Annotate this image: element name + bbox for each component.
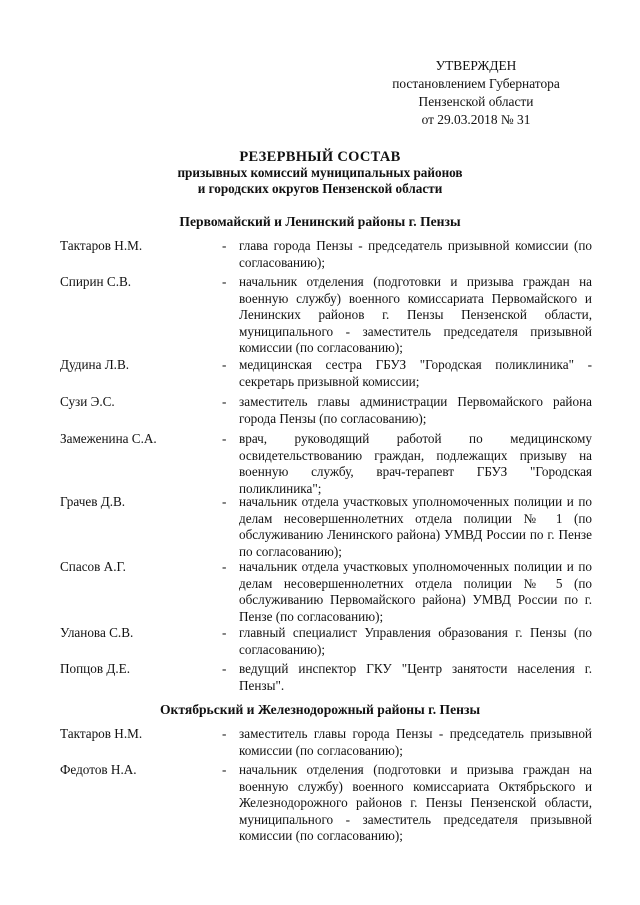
member-row (60, 357, 592, 390)
title-subtitle-1: призывных комиссий муниципальных районов (177, 165, 463, 180)
member-role: начальник отделения (подготовки и призыва граждан на военную службу) военного комиссариата Первомайского и Ленинских районов г. Пензы Пензенской области, муниципального - заместитель председателя призывной комиссии (по согласованию); (239, 274, 592, 356)
member-role: начальник отделения (подготовки и призыва граждан на военную службу) военного комиссариата Октябрьского и Железнодорожного районов г. Пензы Пензенской области, муниципального - заместитель председателя призывной комиссии (по согласованию); (239, 762, 592, 844)
approval-stamp (360, 57, 592, 129)
title-main: РЕЗЕРВНЫЙ СОСТАВ (239, 149, 401, 165)
member-role: начальник отдела участковых уполномоченных полиции и по делам несовершеннолетних отдела полиции № 5 (по обслуживанию Первомайского района) УМВД России по г. Пензе (по согласованию); (239, 559, 592, 624)
approval-line-1: УТВЕРЖДЕН (435, 58, 517, 73)
member-name: Спасов А.Г. (60, 559, 126, 574)
member-dash: - (222, 274, 227, 289)
member-dash: - (222, 762, 227, 777)
member-name: Сузи Э.С. (60, 394, 115, 409)
member-name: Федотов Н.А. (60, 762, 137, 777)
member-row (60, 431, 592, 497)
approval-line-2: постановлением Губернатора (392, 76, 560, 91)
member-row (60, 394, 592, 427)
member-name: Грачев Д.В. (60, 494, 126, 509)
member-row (60, 726, 592, 759)
member-dash: - (222, 559, 227, 574)
member-dash: - (222, 726, 227, 741)
member-role: заместитель главы города Пензы - председатель призывной комиссии (по согласованию); (239, 726, 592, 758)
member-name: Тактаров Н.М. (60, 238, 143, 253)
document-title (0, 149, 640, 197)
member-role: врач, руководящий работой по медицинскому освидетельствованию граждан, подлежащих призыву на военную службу, врач-терапевт ГБУЗ "Городская поликлиника"; (239, 431, 592, 496)
member-name: Попцов Д.Е. (60, 661, 130, 676)
member-row (60, 625, 592, 658)
member-name: Тактаров Н.М. (60, 726, 143, 741)
member-dash: - (222, 357, 227, 372)
member-role: начальник отдела участковых уполномоченных полиции и по делам несовершеннолетних отдела полиции № 1 (по обслуживанию Ленинского района) УМВД России по г. Пензе по согласованию); (239, 494, 592, 559)
member-name: Дудина Л.В. (60, 357, 130, 372)
member-dash: - (222, 661, 227, 676)
member-row (60, 661, 592, 694)
approval-line-4: от 29.03.2018 № 31 (421, 112, 531, 127)
member-dash: - (222, 494, 227, 509)
member-dash: - (222, 238, 227, 253)
member-row (60, 762, 592, 845)
member-role: заместитель главы администрации Первомайского района города Пензы (по согласованию); (239, 394, 592, 426)
member-role: ведущий инспектор ГКУ "Центр занятости населения г. Пензы". (239, 661, 592, 693)
title-subtitle-2: и городских округов Пензенской области (197, 181, 443, 196)
member-row (60, 274, 592, 357)
member-role: глава города Пензы - председатель призывной комиссии (по согласованию); (239, 238, 592, 270)
member-row (60, 494, 592, 560)
member-dash: - (222, 394, 227, 409)
member-dash: - (222, 431, 227, 446)
member-dash: - (222, 625, 227, 640)
member-name: Уланова С.В. (60, 625, 134, 640)
member-name: Спирин С.В. (60, 274, 132, 289)
member-role: медицинская сестра ГБУЗ "Городская поликлиника" - секретарь призывной комиссии; (239, 357, 592, 389)
member-name: Замеженина С.А. (60, 431, 157, 446)
member-role: главный специалист Управления образования г. Пензы (по согласованию); (239, 625, 592, 657)
member-row (60, 559, 592, 625)
section-title: Октябрьский и Железнодорожный районы г. Пензы (159, 702, 481, 717)
member-row (60, 238, 592, 271)
approval-line-3: Пензенской области (418, 94, 534, 109)
section-title: Первомайский и Ленинский районы г. Пензы (179, 214, 461, 229)
